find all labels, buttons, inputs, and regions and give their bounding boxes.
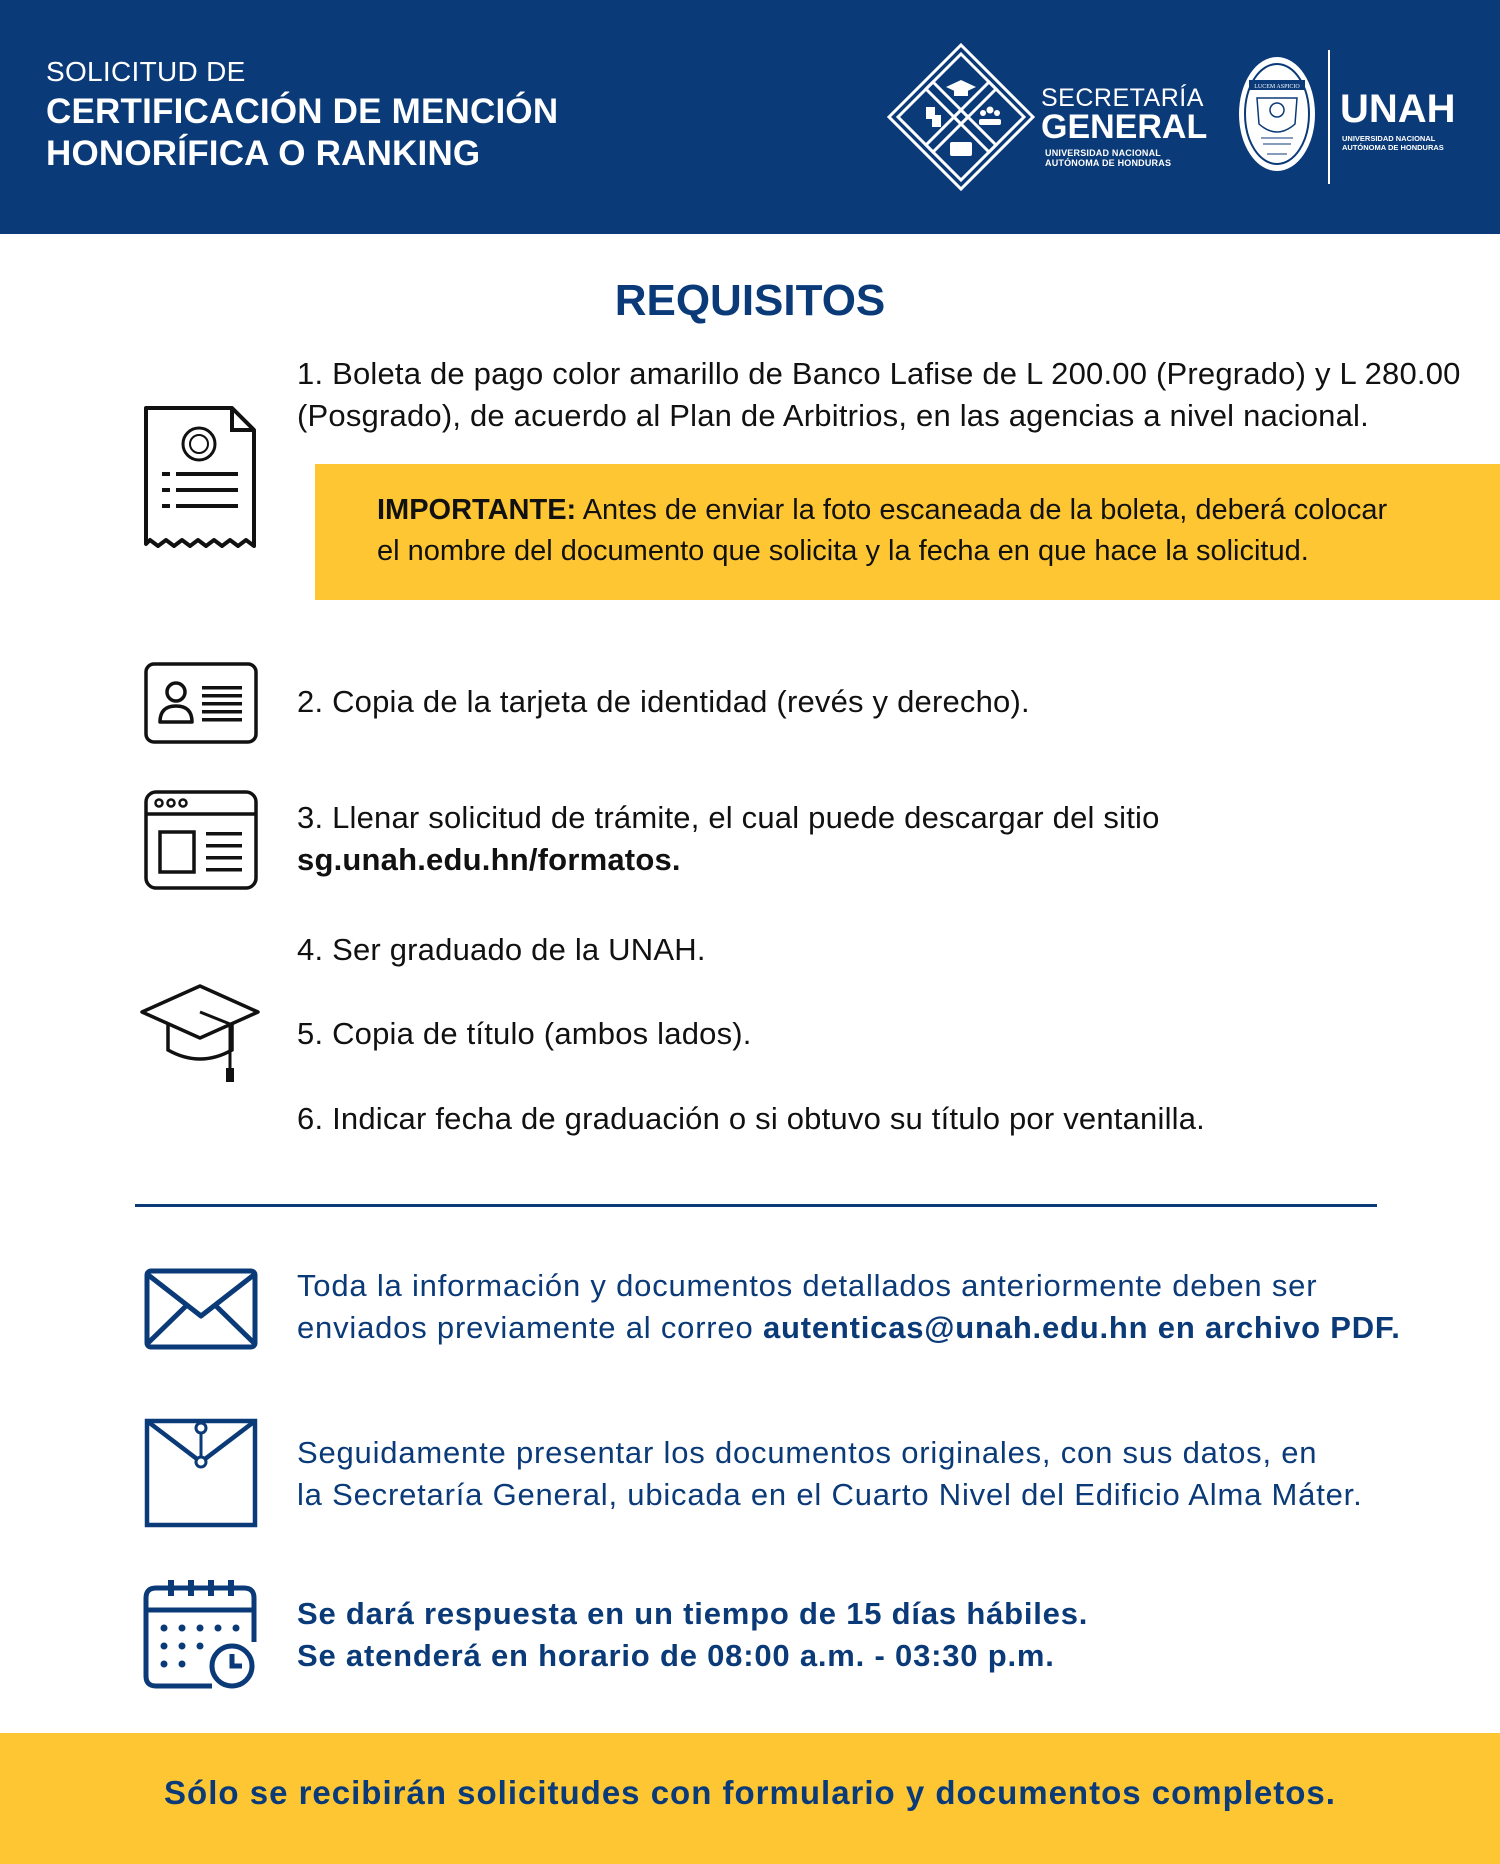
header-divider bbox=[1328, 50, 1330, 184]
req3-link[interactable]: sg.unah.edu.hn/formatos. bbox=[297, 842, 681, 877]
unah-logo-sub1: UNIVERSIDAD NACIONAL bbox=[1342, 134, 1436, 143]
graduation-cap-icon bbox=[138, 982, 262, 1088]
req5-text: 5. Copia de título (ambos lados). bbox=[297, 1016, 752, 1051]
document-envelope-icon bbox=[144, 1418, 258, 1528]
req2-text: 2. Copia de la tarjeta de identidad (revés y derecho). bbox=[297, 684, 1030, 719]
sg-logo-sub1: UNIVERSIDAD NACIONAL bbox=[1045, 148, 1162, 158]
calendar-clock-icon bbox=[142, 1578, 260, 1690]
receipt-icon bbox=[140, 404, 260, 554]
important-line2: el nombre del documento que solicita y la fecha en que hace la solicitud. bbox=[377, 535, 1309, 567]
email-info-line1: Toda la información y documentos detallados anteriormente deben ser bbox=[297, 1268, 1318, 1303]
email-address-link[interactable]: autenticas@unah.edu.hn en archivo PDF. bbox=[762, 1310, 1401, 1345]
req1-line1: 1. Boleta de pago color amarillo de Banco Lafise de L 200.00 (Pregrado) y L 280.00 bbox=[297, 356, 1461, 391]
id-card-icon bbox=[144, 662, 258, 744]
section-title: REQUISITOS bbox=[614, 276, 886, 325]
present-info-line1: Seguidamente presentar los documentos originales, con sus datos, en bbox=[297, 1435, 1318, 1470]
unah-seal-icon bbox=[1237, 54, 1317, 174]
email-info-line2-text: enviados previamente al correo bbox=[297, 1310, 763, 1345]
schedule-line2: Se atenderá en horario de 08:00 a.m. - 03:30 p.m. bbox=[297, 1638, 1055, 1673]
present-info-line2: la Secretaría General, ubicada en el Cuarto Nivel del Edificio Alma Máter. bbox=[297, 1477, 1363, 1512]
secretaria-logo-icon bbox=[886, 42, 1036, 192]
req6-text: 6. Indicar fecha de graduación o si obtuvo su título por ventanilla. bbox=[297, 1101, 1205, 1136]
req4-text: 4. Ser graduado de la UNAH. bbox=[297, 932, 706, 967]
envelope-icon bbox=[144, 1268, 258, 1350]
sg-logo-sub2: AUTÓNOMA DE HONDURAS bbox=[1045, 158, 1172, 168]
footer-text: Sólo se recibirán solicitudes con formulario y documentos completos. bbox=[164, 1774, 1336, 1811]
web-form-icon bbox=[144, 790, 258, 890]
important-notice-text bbox=[377, 490, 1387, 572]
sg-logo-line1: SECRETARÍA bbox=[1041, 84, 1204, 112]
section-divider bbox=[135, 1204, 1377, 1207]
unah-logo-sub2: AUTÓNOMA DE HONDURAS bbox=[1342, 143, 1444, 152]
req3-line1: 3. Llenar solicitud de trámite, el cual puede descargar del sitio bbox=[297, 800, 1160, 835]
req1-line2: (Posgrado), de acuerdo al Plan de Arbitrios, en las agencias a nivel nacional. bbox=[297, 398, 1369, 433]
important-line1: Antes de enviar la foto escaneada de la boleta, deberá colocar bbox=[576, 494, 1388, 526]
schedule-line1: Se dará respuesta en un tiempo de 15 días hábiles. bbox=[297, 1596, 1089, 1631]
important-label: IMPORTANTE: bbox=[377, 494, 577, 526]
header-title-line2: HONORÍFICA O RANKING bbox=[46, 134, 481, 173]
sg-logo-line2: GENERAL bbox=[1041, 108, 1208, 146]
email-info-line2 bbox=[297, 1307, 1401, 1349]
unah-logo-title: UNAH bbox=[1340, 87, 1456, 131]
header-title-line1: CERTIFICACIÓN DE MENCIÓN bbox=[46, 92, 559, 131]
seal-motto: LUCEM ASPICIO bbox=[1254, 84, 1300, 90]
header-subtitle: SOLICITUD DE bbox=[46, 56, 246, 87]
